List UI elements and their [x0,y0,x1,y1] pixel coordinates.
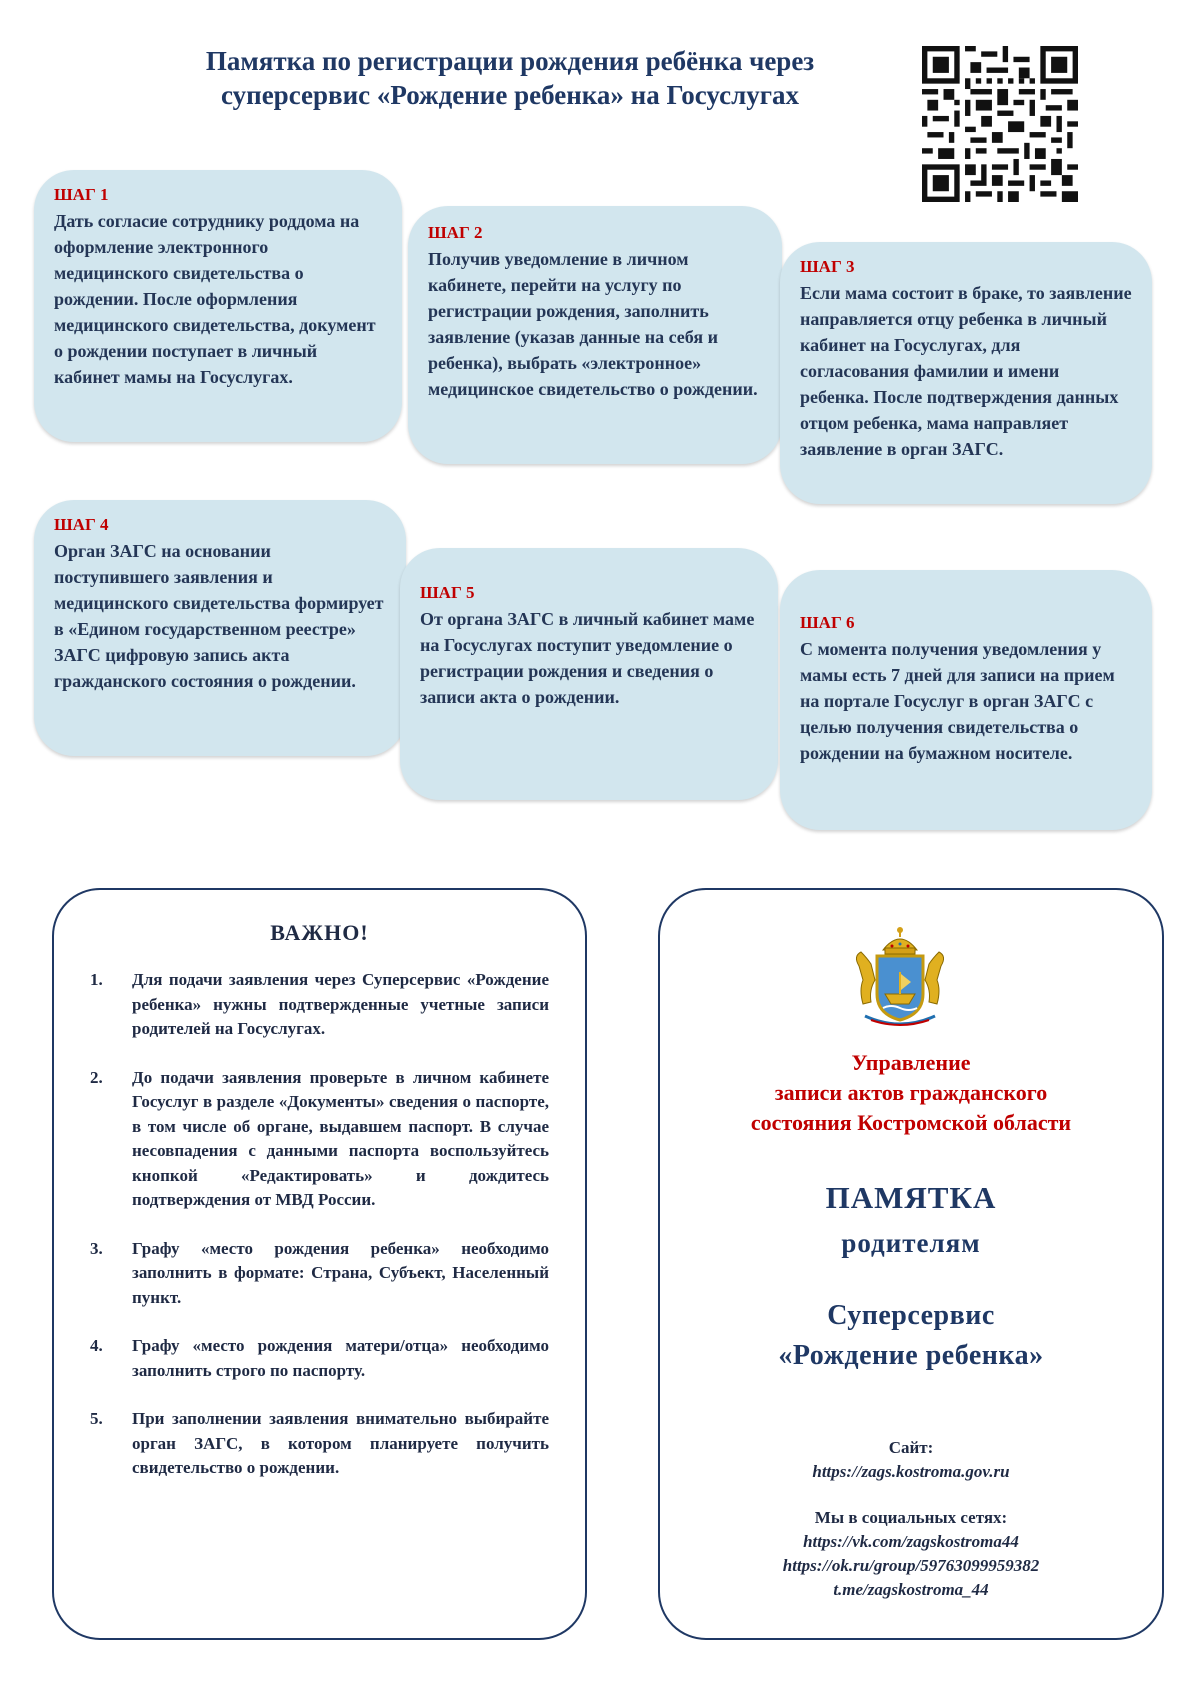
site-label: Сайт: [888,1438,934,1457]
step-card-5 [400,548,778,800]
step-label: ШАГ 1 [54,185,109,204]
title-line-2: суперсервис «Рождение ребенка» на Госуслугах [221,80,799,110]
list-item [54,1237,549,1311]
list-item [54,968,549,1042]
service-heading [660,1296,1162,1376]
step-card-1 [34,170,402,442]
title-line-1: Памятка по регистрации рождения ребёнка через [205,46,815,76]
cover-panel [658,888,1164,1640]
social-link-ok[interactable]: https://ok.ru/group/59763099959382 [782,1556,1040,1575]
list-item-text: До подачи заявления проверьте в личном кабинете Госуслуг в разделе «Документы» сведения о паспорте, в том числе об органе, выдавшем паспорт. В случае несовпадения с данными паспорта воспользуйтесь кнопкой «Редактировать» и дождитесь подтверждения от МВД России. [132,1067,549,1209]
step-label: ШАГ 5 [420,583,475,602]
important-panel [52,888,587,1640]
step-text: Получив уведомление в личном кабинете, перейти на услугу по регистрации рождения, заполнить заявление (указав данные на себя и ребенка), выбрать «электронное» медицинское свидетельство о рождении. [428,249,758,399]
list-item [54,1066,549,1213]
service-line-2: «Рождение ребенка» [778,1340,1044,1371]
org-line-1: Управление [851,1050,971,1075]
step-text: Орган ЗАГС на основании поступившего заявления и медицинского свидетельства формирует в «Едином государственном реестре» ЗАГС цифровую запись акта гражданского состояния о рождении. [54,541,384,691]
step-card-4 [34,500,406,756]
contacts [660,1436,1162,1602]
step-text: Если мама состоит в браке, то заявление направляется отцу ребенка в личный кабинет на Госуслугах, для согласования фамилии и имени ребенка. После подтверждения данных отцом ребенка, мама направляет заявление в орган ЗАГС. [800,283,1132,459]
step-label: ШАГ 3 [800,257,855,276]
qr-code-icon[interactable] [922,46,1078,202]
step-text: Дать согласие сотруднику роддома на оформление электронного медицинского свидетельства о рождении. После оформления медицинского свидетельства, документ о рождении поступает в личный кабинет мамы на Госуслугах. [54,211,376,387]
list-item-number: 3. [90,1238,103,1258]
step-label: ШАГ 4 [54,515,109,534]
social-label: Мы в социальных сетях: [814,1508,1008,1527]
list-item-text: Для подачи заявления через Суперсервис «Рождение ребенка» нужны подтвержденные учетные записи родителей на Госуслугах. [132,970,549,1038]
organization-name [680,1048,1142,1138]
service-line-1: Суперсервис [827,1300,995,1331]
list-item [54,1334,549,1383]
list-item-text: Графу «место рождения матери/отца» необходимо заполнить строго по паспорту. [132,1336,549,1380]
step-label: ШАГ 6 [800,613,855,632]
list-item-text: При заполнении заявления внимательно выбирайте орган ЗАГС, в котором планируете получить свидетельство о рождении. [132,1409,549,1477]
parents-heading: родителям [841,1228,981,1258]
important-list [54,968,585,1481]
list-item [54,1407,549,1481]
step-card-3 [780,242,1152,504]
memo-heading: ПАМЯТКА [825,1180,997,1215]
list-item-number: 5. [90,1409,103,1428]
org-line-3: состояния Костромской области [750,1110,1072,1135]
page-title [120,44,900,112]
step-card-2 [408,206,782,464]
step-card-6 [780,570,1152,830]
kostroma-coat-of-arms-icon [845,920,955,1032]
step-text: С момента получения уведомления у мамы есть 7 дней для записи на прием на портале Госуслуг в орган ЗАГС с целью получения свидетельства о рождении на бумажном носителе. [800,639,1115,763]
step-text: От органа ЗАГС в личный кабинет маме на Госуслугах поступит уведомление о регистрации рождения и сведения о записи акта о рождении. [420,609,755,707]
important-title: ВАЖНО! [270,920,369,945]
org-line-2: записи актов гражданского [774,1080,1048,1105]
social-link-telegram[interactable]: t.me/zagskostroma_44 [833,1580,989,1599]
step-label: ШАГ 2 [428,223,483,242]
list-item-number: 1. [90,970,103,989]
site-link[interactable]: https://zags.kostroma.gov.ru [812,1462,1010,1481]
social-link-vk[interactable]: https://vk.com/zagskostroma44 [803,1532,1019,1551]
list-item-text: Графу «место рождения ребенка» необходимо заполнить в формате: Страна, Субъект, Населенный пункт. [132,1238,549,1307]
list-item-number: 4. [90,1336,103,1355]
list-item-number: 2. [90,1067,103,1087]
